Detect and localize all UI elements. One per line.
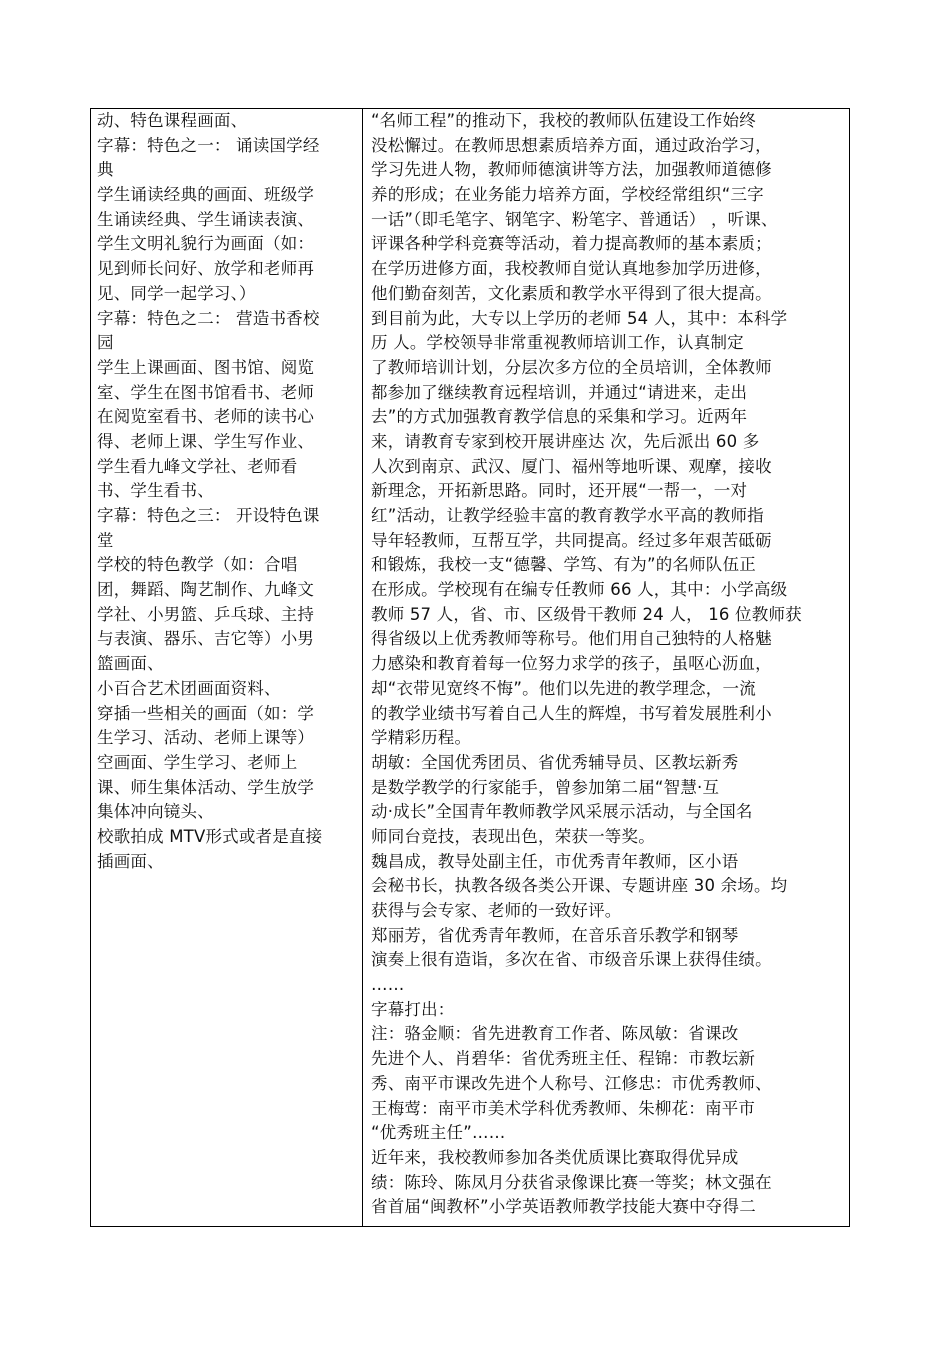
right-text-line: 导年轻教师，互帮互学，共同提高。经过多年艰苦砥砺 — [371, 530, 772, 550]
left-text-line: 生学习、活动、老师上课等） — [97, 728, 315, 748]
right-text-line: 来，请教育专家到校开展讲座达 次，先后派出 60 多 — [371, 431, 760, 451]
right-text-line: …… — [371, 975, 405, 995]
left-column-script-notes — [97, 109, 355, 874]
right-text-line: 注：骆金顺：省先进教育工作者、陈凤敏：省课改 — [371, 1024, 739, 1044]
right-text-line: 历 人。学校领导非常重视教师培训工作，认真制定 — [371, 333, 744, 353]
left-text-line: 学社、小男篮、乒乓球、主持 — [97, 604, 315, 624]
right-text-line: 先进个人、肖碧华：省优秀班主任、程锦：市教坛新 — [371, 1049, 756, 1069]
left-text-line: 小百合艺术团画面资料、 — [97, 678, 281, 698]
right-text-line: 力感染和教育着每一位努力求学的孩子，虽呕心沥血， — [371, 654, 772, 674]
right-text-line: 红”活动，让教学经验丰富的教育教学水平高的教师指 — [371, 506, 764, 525]
right-text-line: 学精彩历程。 — [371, 728, 472, 748]
left-text-line: 学生上课画面、图书馆、阅览 — [97, 357, 315, 377]
left-text-line: 字幕：特色之三： 开设特色课 — [97, 506, 320, 525]
right-text-line: 魏昌成，教导处副主任，市优秀青年教师，区小语 — [371, 851, 739, 871]
right-text-line: 他们勤奋刻苦，文化素质和教学水平得到了很大提高。 — [371, 283, 772, 303]
left-text-line: 动、特色课程画面、 — [97, 111, 248, 130]
content-table — [90, 108, 850, 1227]
left-text-line: 与表演、器乐、吉它等）小男 — [97, 629, 315, 649]
right-column-narration — [371, 109, 849, 1220]
right-text-line: 都参加了继续教育远程培训，并通过“请进来，走出 — [371, 382, 748, 402]
left-text-line: 典 — [97, 160, 114, 180]
right-text-line: 一话”（即毛笔字、钢笔字、粉笔字、普通话） ，听课、 — [371, 209, 778, 229]
right-text-line: “名师工程”的推动下，我校的教师队伍建设工作始终 — [371, 111, 756, 130]
right-text-line: 了教师培训计划，分层次多方位的全员培训，全体教师 — [371, 357, 772, 377]
right-text-line: 学习先进人物，教师师德演讲等方法，加强教师道德修 — [371, 160, 772, 180]
right-text-line: 会秘书长，执教各级各类公开课、专题讲座 30 余场。均 — [371, 876, 788, 896]
left-text-line: 室、学生在图书馆看书、老师 — [97, 382, 315, 402]
left-text-line: 篮画面、 — [97, 654, 164, 674]
right-text-line: 却“衣带见宽终不悔”。他们以先进的教学理念，一流 — [371, 678, 756, 698]
right-text-line: 到目前为此，大专以上学历的老师 54 人，其中：本科学 — [371, 308, 788, 328]
right-text-line: 和锻炼，我校一支“德馨、学笃、有为”的名师队伍正 — [371, 555, 756, 575]
right-text-line: 是数学教学的行家能手，曾参加第二届“智慧·互 — [371, 777, 720, 797]
right-text-line: 的教学业绩书写着自己人生的辉煌，书写着发展胜利小 — [371, 703, 772, 723]
left-text-line: 插画面、 — [97, 851, 164, 871]
right-text-line: 新理念，开拓新思路。同时，还开展“一帮一，一对 — [371, 481, 748, 501]
left-text-line: 空画面、学生学习、老师上 — [97, 752, 298, 772]
right-text-line: 郑丽芳，省优秀青年教师，在音乐音乐教学和钢琴 — [371, 925, 739, 945]
left-text-line: 学生文明礼貌行为画面（如： — [97, 234, 315, 254]
right-text-line: 绩：陈玲、陈凤月分获省录像课比赛一等奖；林文强在 — [371, 1172, 772, 1192]
right-text-line: 在学历进修方面，我校教师自觉认真地参加学历进修， — [371, 259, 772, 279]
right-text-line: 没松懈过。在教师思想素质培养方面，通过政治学习， — [371, 135, 772, 155]
left-text-line: 学生看九峰文学社、老师看 — [97, 456, 298, 476]
left-text-line: 集体冲向镜头、 — [97, 802, 214, 822]
right-text-line: “优秀班主任”…… — [371, 1123, 506, 1143]
left-text-line: 见、同学一起学习、） — [97, 283, 256, 303]
right-text-line: 字幕打出： — [371, 999, 455, 1019]
left-text-line: 堂 — [97, 530, 114, 550]
right-text-line: 获得与会专家、老师的一致好评。 — [371, 901, 622, 920]
right-text-line: 教师 57 人，省、市、区级骨干教师 24 人， 16 位教师获 — [371, 604, 802, 624]
left-text-line: 穿插一些相关的画面（如：学 — [97, 703, 315, 723]
right-text-line: 演奏上很有造诣，多次在省、市级音乐课上获得佳绩。 — [371, 950, 772, 970]
left-text-line: 团，舞蹈、陶艺制作、九峰文 — [97, 580, 315, 600]
left-text-line: 学生诵读经典的画面、班级学 — [97, 185, 315, 205]
right-text-line: 动·成长”全国青年教师教学风采展示活动，与全国名 — [371, 802, 753, 822]
right-text-line: 在形成。学校现有在编专任教师 66 人，其中：小学高级 — [371, 580, 788, 600]
left-text-line: 见到师长问好、放学和老师再 — [97, 259, 315, 279]
left-text-line: 得、老师上课、学生写作业、 — [97, 431, 315, 451]
right-text-line: 师同台竞技，表现出色，荣获一等奖。 — [371, 826, 655, 846]
left-text-line: 课、师生集体活动、学生放学 — [97, 777, 315, 797]
right-text-line: 秀、南平市课改先进个人称号、江修忠：市优秀教师、 — [371, 1073, 772, 1093]
right-text-line: 评课各种学科竞赛等活动，着力提高教师的基本素质； — [371, 234, 772, 254]
left-text-line: 在阅览室看书、老师的读书心 — [97, 407, 315, 427]
right-text-line: 人次到南京、武汉、厦门、福州等地听课、观摩，接收 — [371, 456, 772, 476]
left-text-line: 字幕：特色之一： 诵读国学经 — [97, 135, 320, 155]
left-text-line: 校歌拍成 MTV形式或者是直接 — [97, 826, 323, 846]
right-text-line: 得省级以上优秀教师等称号。他们用自己独特的人格魅 — [371, 629, 772, 649]
right-text-line: 胡敏：全国优秀团员、省优秀辅导员、区教坛新秀 — [371, 752, 739, 772]
left-text-line: 字幕：特色之二： 营造书香校 — [97, 308, 320, 328]
right-text-line: 省首届“闽教杯”小学英语教师教学技能大赛中夺得二 — [371, 1197, 756, 1217]
left-text-line: 生诵读经典、学生诵读表演、 — [97, 209, 315, 229]
right-text-line: 去”的方式加强教育教学信息的采集和学习。近两年 — [371, 407, 748, 427]
right-text-line: 王梅莺：南平市美术学科优秀教师、朱柳花：南平市 — [371, 1098, 756, 1118]
left-text-line: 学校的特色教学（如：合唱 — [97, 555, 298, 575]
right-text-line: 养的形成；在业务能力培养方面，学校经常组织“三字 — [371, 185, 764, 205]
right-text-line: 近年来，我校教师参加各类优质课比赛取得优异成 — [371, 1147, 739, 1167]
column-divider — [362, 109, 363, 1226]
left-text-line: 书、学生看书、 — [97, 481, 214, 501]
left-text-line: 园 — [97, 333, 114, 353]
